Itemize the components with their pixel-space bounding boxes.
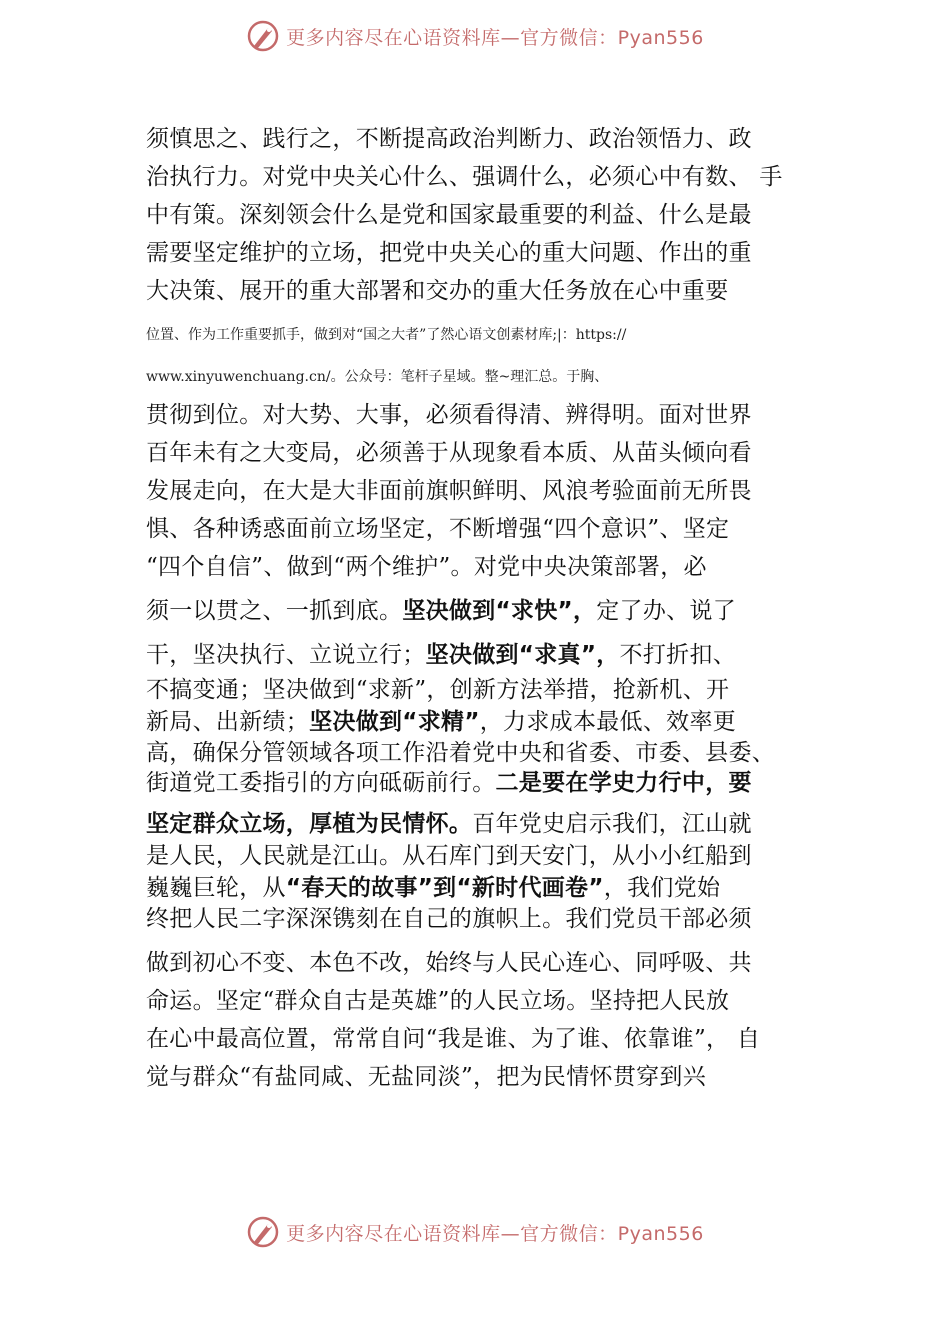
- body-line: 惧、各种诱惑面前立场坚定，不断增强“四个意识”、坚定: [146, 516, 730, 542]
- body-line: 高，确保分管领域各项工作沿着党中央和省委、市委、县委、: [146, 740, 776, 766]
- body-text: 不打折扣、: [619, 642, 737, 668]
- footer-text: 更多内容尽在心语资料库—官方微信：Pyan556: [286, 1222, 704, 1245]
- body-line: [146, 768, 826, 798]
- body-text: ，力求成本最低、效率更: [479, 709, 737, 735]
- body-line: 中有策。深刻领会什么是党和国家最重要的利益、什么是最: [146, 202, 752, 228]
- body-line: 是人民，人民就是江山。从石库门到天安门，从小小红船到: [146, 843, 752, 869]
- watermark-line: 位置、作为工作重要抓手，做到对“国之大者”了然心语文创素材库;|：https://: [146, 327, 627, 343]
- body-line: 须慎思之、践行之，不断提高政治判断力、政治领悟力、政: [146, 126, 752, 152]
- body-line: 需要坚定维护的立场，把党中央关心的重大问题、作出的重: [146, 240, 752, 266]
- body-text: 干，坚决执行、立说立行；: [146, 642, 426, 668]
- body-line: 命运。坚定“群众自古是英雄”的人民立场。坚持把人民放: [146, 988, 730, 1014]
- body-line: 贯彻到位。对大势、大事，必须看得清、辨得明。面对世界: [146, 402, 752, 428]
- body-line: 治执行力。对党中央关心什么、强调什么，必须心中有数、 手: [146, 164, 783, 190]
- body-line: [146, 808, 826, 840]
- bold-phrase: 坚决做到“求快”，: [402, 598, 597, 624]
- body-line: [146, 706, 826, 738]
- body-text: 须一以贯之、一抓到底。: [146, 598, 403, 624]
- footer-banner: [0, 1210, 950, 1254]
- bold-phrase: “春天的故事”到“新时代画卷”: [285, 875, 604, 901]
- watermark-line: www.xinyuwenchuang.cn/。公众号：笔杆子星域。整~理汇总。于胸、: [146, 369, 609, 385]
- body-line: 做到初心不变、本色不改，始终与人民心连心、同呼吸、共: [146, 950, 752, 976]
- body-text: ，我们党始: [603, 875, 721, 901]
- body-line: 大决策、展开的重大部署和交办的重大任务放在心中重要: [146, 278, 729, 304]
- body-line: [146, 636, 826, 674]
- body-text: 街道党工委指引的方向砥砺前行。: [146, 770, 496, 796]
- body-line: 终把人民二字深深镌刻在自己的旗帜上。我们党员干部必须: [146, 906, 752, 932]
- bold-phrase: 坚决做到“求精”: [309, 709, 480, 735]
- bold-phrase: 二是要在学史力行中，要: [495, 770, 752, 796]
- header-text: 更多内容尽在心语资料库—官方微信：Pyan556: [286, 26, 704, 49]
- body-line: [146, 592, 826, 630]
- body-text: 新局、出新绩；: [146, 709, 310, 735]
- body-line: 百年未有之大变局，必须善于从现象看本质、从苗头倾向看: [146, 440, 752, 466]
- body-line: [146, 872, 826, 904]
- body-line: “四个自信”、做到“两个维护”。对党中央决策部署，必: [146, 554, 707, 580]
- header-banner: [0, 14, 950, 58]
- bold-phrase: 坚定群众立场，厚植为民情怀。: [146, 811, 473, 837]
- body-line: 发展走向，在大是大非面前旗帜鲜明、风浪考验面前无所畏: [146, 478, 752, 504]
- body-line: 不搞变通；坚决做到“求新”，创新方法举措，抢新机、开: [146, 677, 730, 703]
- body-line: 觉与群众“有盐同咸、无盐同淡”，把为民情怀贯穿到兴: [146, 1064, 707, 1090]
- pen-nib-logo-icon: [246, 19, 280, 53]
- body-text: 定了办、说了: [596, 598, 737, 624]
- body-text: 巍巍巨轮，从: [146, 875, 286, 901]
- pen-nib-logo-icon: [246, 1215, 280, 1249]
- body-line: 在心中最高位置，常常自问“我是谁、为了谁、依靠谁”， 自: [146, 1026, 761, 1052]
- body-text: 百年党史启示我们，江山就: [472, 811, 752, 837]
- bold-phrase: 坚决做到“求真”，: [425, 642, 620, 668]
- document-body: [146, 120, 826, 1096]
